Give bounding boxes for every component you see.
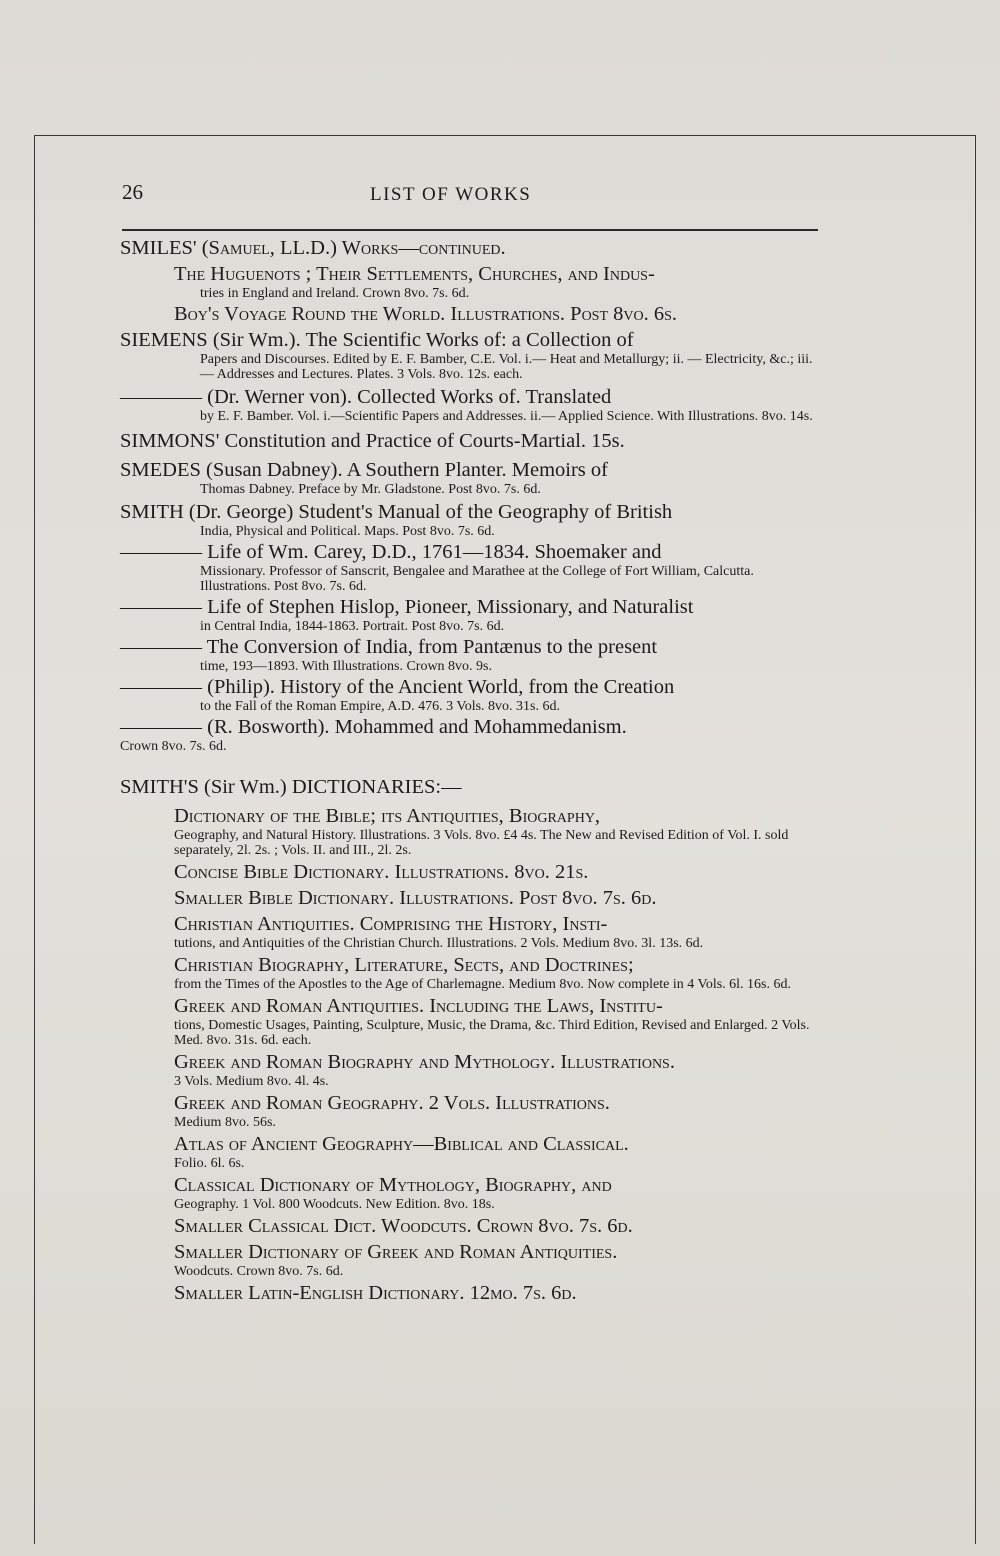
entry-heading: ———— (R. Bosworth). Mohammed and Mohammedanism. bbox=[120, 716, 627, 738]
entry-heading: SIMMONS' Constitution and Practice of Courts-Martial. 15s. bbox=[120, 430, 625, 452]
entry-title: Dictionary of the Bible; its Antiquities, Biography, bbox=[174, 805, 601, 827]
entry-detail: from the Times of the Apostles to the Age of Charlemagne. Medium 8vo. Now complete in 4 Vols. 6l. 16s. 6d. bbox=[174, 977, 791, 992]
entry-detail: Thomas Dabney. Preface by Mr. Gladstone. Post 8vo. 7s. 6d. bbox=[200, 482, 541, 497]
entry-title: Boy's Voyage Round the World. Illustrations. Post 8vo. 6s. bbox=[174, 303, 678, 325]
entry-heading: ———— The Conversion of India, from Pantænus to the present bbox=[120, 636, 658, 658]
entry-title: Greek and Roman Antiquities. Including the Laws, Institu- bbox=[174, 995, 663, 1017]
entry-detail: Woodcuts. Crown 8vo. 7s. 6d. bbox=[174, 1264, 344, 1279]
entry-detail: tions, Domestic Usages, Painting, Sculpture, Music, the Drama, &c. Third Edition, Revised and Enlarged. 2 Vols. Med. 8vo. 31s. 6d. each. bbox=[174, 1018, 810, 1048]
entry-heading: SIEMENS (Sir Wm.). The Scientific Works of: a Collection of bbox=[120, 329, 634, 351]
entry-title: Smaller Dictionary of Greek and Roman Antiquities. bbox=[174, 1241, 618, 1263]
entry-detail: India, Physical and Political. Maps. Post 8vo. 7s. 6d. bbox=[200, 524, 495, 539]
entry-detail: in Central India, 1844-1863. Portrait. Post 8vo. 7s. 6d. bbox=[200, 619, 505, 634]
entry-detail: Folio. 6l. 6s. bbox=[174, 1156, 245, 1171]
page-number: 26 bbox=[122, 180, 143, 204]
entry-heading: ———— (Philip). History of the Ancient World, from the Creation bbox=[120, 676, 675, 698]
works-list bbox=[120, 237, 820, 1305]
entry-title: Atlas of Ancient Geography—Biblical and Classical. bbox=[174, 1133, 629, 1155]
entry-detail: Geography. 1 Vol. 800 Woodcuts. New Edition. 8vo. 18s. bbox=[174, 1197, 495, 1212]
entry-detail: Missionary. Professor of Sanscrit, Bengalee and Marathee at the College of Fort William, Calcutta. Illustrations. Post 8vo. 7s. 6d. bbox=[200, 564, 754, 594]
entry-heading: ———— Life of Wm. Carey, D.D., 1761—1834. Shoemaker and bbox=[120, 541, 662, 563]
entry-heading: SMITH (Dr. George) Student's Manual of the Geography of British bbox=[120, 501, 673, 523]
entry-detail: Geography, and Natural History. Illustrations. 3 Vols. 8vo. £4 4s. The New and Revised Edition of Vol. I. sold separately, 2l. 2s. ; Vols. II. and III., 2l. 2s. bbox=[174, 828, 789, 858]
entry-title: Greek and Roman Biography and Mythology. Illustrations. bbox=[174, 1051, 675, 1073]
running-title: LIST OF WORKS bbox=[370, 184, 532, 205]
entry-heading: SMILES' (Samuel, LL.D.) Works—continued. bbox=[120, 237, 506, 259]
entry-detail: tutions, and Antiquities of the Christian Church. Illustrations. 2 Vols. Medium 8vo. 3l. 13s. 6d. bbox=[174, 936, 704, 951]
entry-title: Classical Dictionary of Mythology, Biography, and bbox=[174, 1174, 612, 1196]
entry-title: The Huguenots ; Their Settlements, Churches, and Indus- bbox=[174, 263, 655, 285]
entry-detail: by E. F. Bamber. Vol. i.—Scientific Papers and Addresses. ii.— Applied Science. With Illustrations. 8vo. 14s. bbox=[200, 409, 813, 424]
entry-heading: ———— Life of Stephen Hislop, Pioneer, Missionary, and Naturalist bbox=[120, 596, 694, 618]
entry-title: Greek and Roman Geography. 2 Vols. Illustrations. bbox=[174, 1092, 610, 1114]
entry-title: Smaller Latin-English Dictionary. 12mo. 7s. 6d. bbox=[174, 1282, 577, 1304]
entry-title: Smaller Bible Dictionary. Illustrations. Post 8vo. 7s. 6d. bbox=[174, 887, 657, 909]
entry-detail: tries in England and Ireland. Crown 8vo. 7s. 6d. bbox=[200, 286, 470, 301]
entry-detail: Medium 8vo. 56s. bbox=[174, 1115, 276, 1130]
entry-detail: Crown 8vo. 7s. 6d. bbox=[120, 739, 227, 754]
entry-heading: ———— (Dr. Werner von). Collected Works of. Translated bbox=[120, 386, 612, 408]
entry-detail: to the Fall of the Roman Empire, A.D. 476. 3 Vols. 8vo. 31s. 6d. bbox=[200, 699, 560, 714]
entry-title: Christian Antiquities. Comprising the History, Insti- bbox=[174, 913, 608, 935]
entry-title: Smaller Classical Dict. Woodcuts. Crown 8vo. 7s. 6d. bbox=[174, 1215, 633, 1237]
entry-detail: Papers and Discourses. Edited by E. F. Bamber, C.E. Vol. i.— Heat and Metallurgy; ii. — Electricity, &c.; iii. — Addresses and Lectures. Plates. 3 Vols. 8vo. 12s. each. bbox=[200, 352, 813, 382]
header-rule bbox=[122, 229, 818, 231]
entry-heading: SMEDES (Susan Dabney). A Southern Planter. Memoirs of bbox=[120, 459, 608, 481]
entry-title: Concise Bible Dictionary. Illustrations. 8vo. 21s. bbox=[174, 861, 589, 883]
entry-detail: time, 193—1893. With Illustrations. Crown 8vo. 9s. bbox=[200, 659, 493, 674]
entry-detail: 3 Vols. Medium 8vo. 4l. 4s. bbox=[174, 1074, 329, 1089]
entry-title: Christian Biography, Literature, Sects, and Doctrines; bbox=[174, 954, 634, 976]
section-heading: SMITH'S (Sir Wm.) DICTIONARIES:— bbox=[120, 776, 462, 798]
page-header bbox=[122, 180, 822, 210]
